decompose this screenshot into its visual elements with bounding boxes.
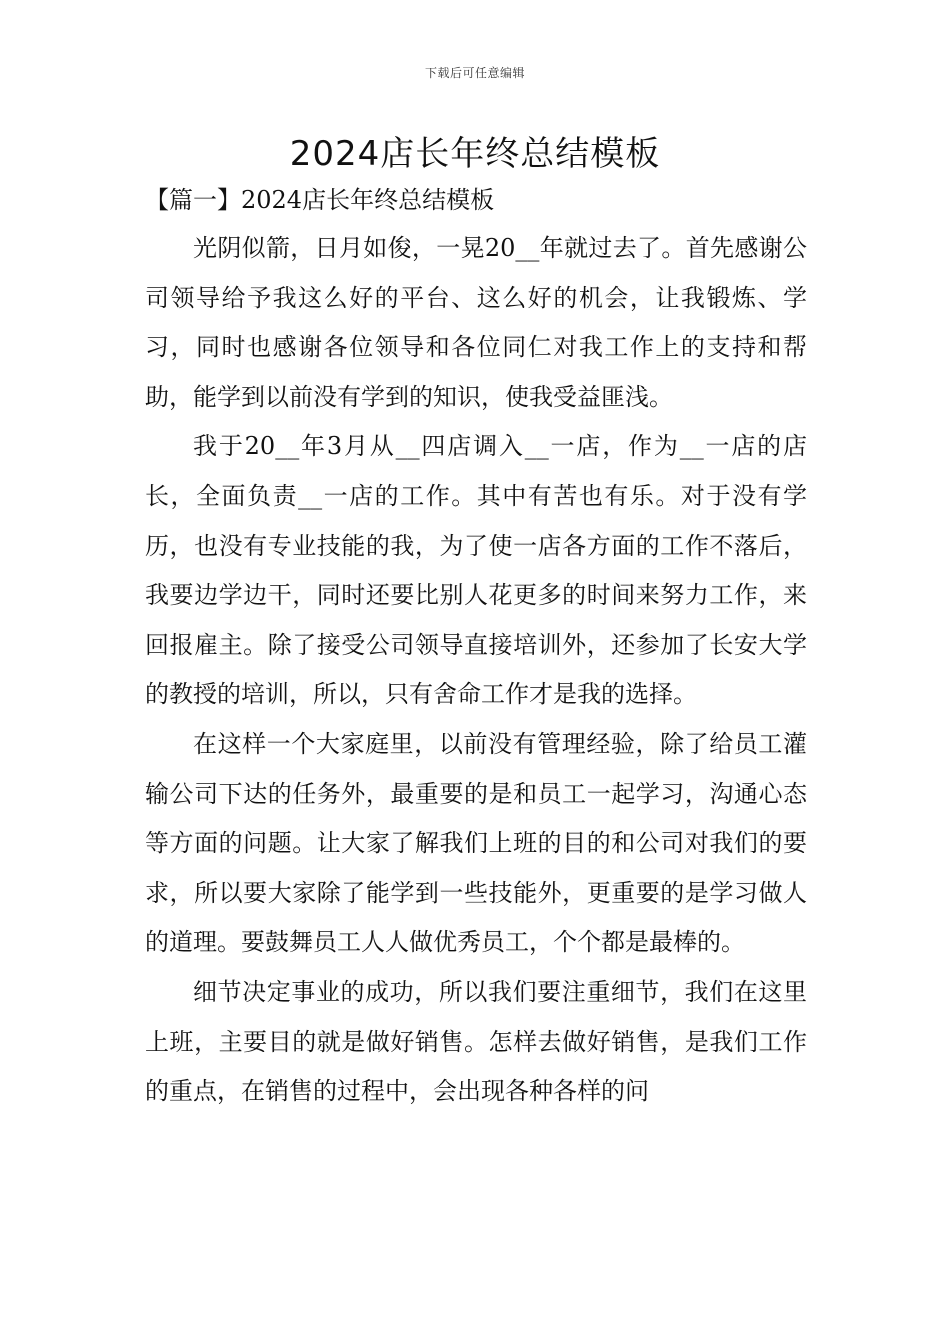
paragraph-3: 在这样一个大家庭里，以前没有管理经验，除了给员工灌输公司下达的任务外，最重要的是和员工一起学习，沟通心态等方面的问题。让大家了解我们上班的目的和公司对我们的要求，所以要大家除了能学到一些技能外，更重要的是学习做人的道理。要鼓舞员工人人做优秀员工，个个都是最棒的。 (145, 729, 807, 957)
paragraph-2: 我于20__年3月从__四店调入__一店，作为__一店的店长，全面负责__一店的工作。其中有苦也有乐。对于没有学历，也没有专业技能的我，为了使一店各方面的工作不落后，我要边学边干，同时还要比别人花更多的时间来努力工作，来回报雇主。除了接受公司领导直接培训外，还参加了长安大学的教授的培训，所以，只有舍命工作才是我的选择。 (145, 432, 807, 709)
section-heading: 【篇一】2024店长年终总结模板 (145, 186, 495, 214)
paragraph-4: 细节决定事业的成功，所以我们要注重细节，我们在这里上班，主要目的就是做好销售。怎样去做好销售，是我们工作的重点，在销售的过程中，会出现各种各样的问 (145, 977, 807, 1106)
body-text (145, 224, 807, 1117)
document-title: 2024店长年终总结模板 (289, 134, 661, 174)
header-note: 下载后可任意编辑 (424, 66, 525, 80)
paragraph-1: 光阴似箭，日月如俊，一晃20__年就过去了。首先感谢公司领导给予我这么好的平台、这么好的机会，让我锻炼、学习，同时也感谢各位领导和各位同仁对我工作上的支持和帮助，能学到以前没有学到的知识，使我受益匪浅。 (145, 234, 807, 411)
